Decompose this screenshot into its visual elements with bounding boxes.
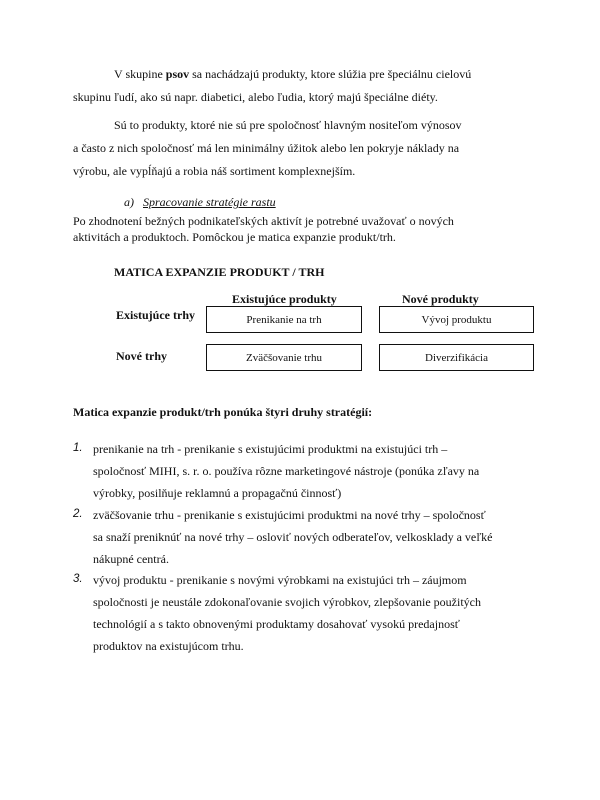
list-number: 2. — [73, 508, 83, 520]
section-marker: a) — [124, 195, 134, 209]
list-item — [93, 569, 481, 657]
list-number: 3. — [73, 573, 83, 585]
matrix-col-header: Nové produkty — [402, 292, 479, 306]
intro-text: sa nachádzajú produkty, ktore slúžia pre špeciálnu cielovú — [189, 67, 472, 81]
list-item-line: nákupné centrá. — [93, 552, 169, 566]
list-item-line: výrobky, posilňuje reklamnú a propagačnú činnosť) — [93, 486, 342, 500]
section-heading-text: Spracovanie stratégie rastu — [143, 195, 276, 209]
section-line: Po zhodnotení bežných podnikateľských aktivít je potrebné uvažovať o nových — [73, 214, 454, 228]
list-item-line: spoločnosti je neustále zdokonaľovanie svojich výrobkov, zlepšovanie použitých — [93, 595, 482, 609]
list-item-line: produktov na existujúcom trhu. — [93, 639, 244, 653]
matrix-cell — [379, 306, 534, 333]
intro-line: Sú to produkty, ktoré nie sú pre spoločnosť hlavným nositeľom výnosov — [114, 118, 462, 132]
list-item-line: vývoj produktu - prenikanie s novými výrobkami na existujúci trh – záujmom — [93, 573, 467, 587]
matrix-row-header: Existujúce trhy — [116, 308, 195, 322]
list-item — [93, 504, 492, 570]
matrix-title: MATICA EXPANZIE PRODUKT / TRH — [114, 265, 325, 279]
intro-bold-word: psov — [165, 67, 190, 81]
list-item-line: prenikanie na trh - prenikanie s existujúcimi produktmi na existujúci trh – — [93, 442, 448, 456]
intro-text: V skupine — [114, 67, 166, 81]
matrix-cell-label: Diverzifikácia — [425, 351, 488, 364]
matrix-row-header: Nové trhy — [116, 349, 167, 363]
section-line: aktivitách a produktoch. Pomôckou je matica expanzie produkt/trh. — [73, 230, 396, 244]
intro-line: a často z nich spoločnosť má len minimálny úžitok alebo len pokryje náklady na — [73, 141, 460, 155]
matrix-cell-label: Prenikanie na trh — [246, 313, 322, 326]
matrix-cell-label: Zväčšovanie trhu — [245, 351, 323, 364]
intro-line — [114, 67, 471, 82]
strategies-heading: Matica expanzie produkt/trh ponúka štyri druhy stratégií: — [73, 405, 373, 419]
intro-line: skupinu ľudí, ako sú napr. diabetici, alebo ľudia, ktorý majú špeciálne diéty. — [73, 90, 438, 104]
intro-line: výrobu, ale vypĺňajú a robia náš sortiment komplexnejším. — [73, 164, 356, 178]
list-number: 1. — [73, 442, 83, 454]
section-heading — [124, 195, 276, 210]
matrix-col-header: Existujúce produkty — [232, 292, 337, 306]
list-item-line: spoločnosť MIHI, s. r. o. používa rôzne marketingové nástroje (ponúka zľavy na — [93, 464, 480, 478]
matrix-cell — [206, 306, 362, 333]
list-item-line: sa snaží preniknúť na nové trhy – osloviť nových odberateľov, velkosklady a veľké — [93, 530, 493, 544]
matrix-cell — [206, 344, 362, 371]
list-item-line: zväčšovanie trhu - prenikanie s existujúcimi produktmi na nové trhy – spoločnosť — [93, 508, 486, 522]
list-item-line: technológií a s takto obnovenými produktamy dosahovať vysokú predajnosť — [93, 617, 460, 631]
matrix-cell — [379, 344, 534, 371]
matrix-cell-label: Vývoj produktu — [421, 313, 492, 326]
list-item — [93, 438, 479, 504]
